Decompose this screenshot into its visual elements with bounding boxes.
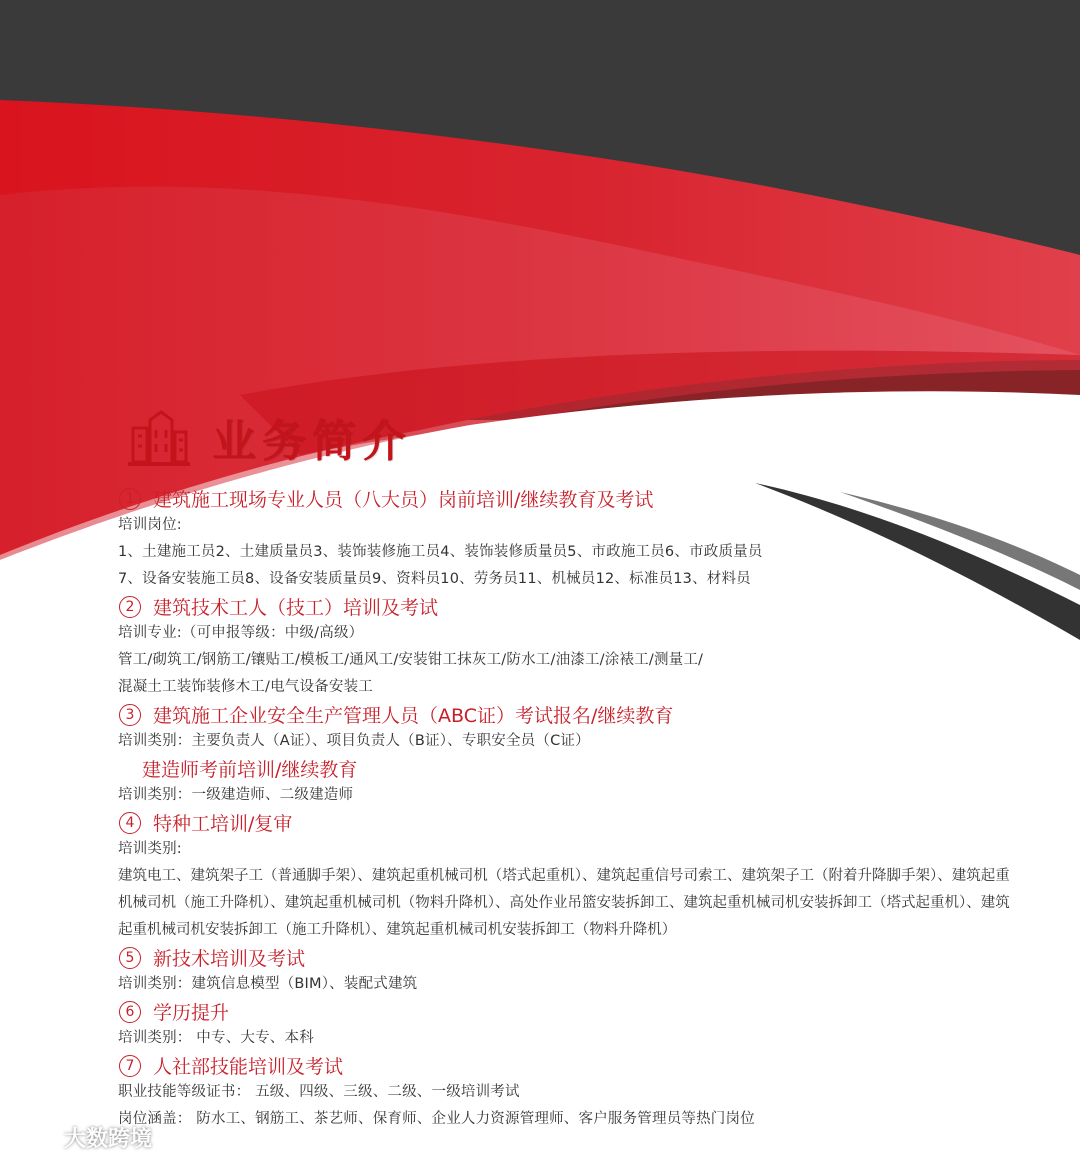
section-2 [118, 593, 1038, 701]
section-5 [118, 944, 1038, 998]
section-title: 学历提升 [153, 1002, 230, 1024]
section-title: 建筑施工企业安全生产管理人员（ABC证）考试报名/继续教育 [153, 705, 674, 727]
page-title: 业务简介 [212, 416, 412, 467]
section-heading [118, 701, 1038, 728]
section-line: 培训专业:（可申报等级：中级/高级） [118, 625, 364, 641]
section-number: 6 [119, 1001, 141, 1023]
section-title: 人社部技能培训及考试 [153, 1056, 344, 1078]
watermark [12, 1122, 152, 1153]
section-line: 岗位涵盖： 防水工、钢筋工、茶艺师、保育师、企业人力资源管理师、客户服务管理员等热门岗位 [118, 1111, 755, 1127]
section-paragraph: 建筑电工、建筑架子工（普通脚手架）、建筑起重机械司机（塔式起重机）、建筑起重信号司索工、建筑架子工（附着升降脚手架）、建筑起重机械司机（施工升降机）、建筑起重机械司机（物料升降机）、高处作业吊篮安装拆卸工、建筑起重机械司机安装拆卸工（塔式起重机）、建筑起重机械司机安装拆卸工（施工升降机）、建筑起重机械司机安装拆卸工（物料升降机） [118, 868, 1010, 938]
section-number: 1 [119, 488, 141, 510]
section-title: 新技术培训及考试 [153, 948, 306, 970]
section-number: 7 [119, 1055, 141, 1077]
section-line: 培训类别：主要负责人（A证）、项目负责人（B证）、专职安全员（C证） [118, 733, 590, 749]
section-title: 建造师考前培训/继续教育 [142, 759, 358, 781]
section-line: 7、设备安装施工员8、设备安装质量员9、资料员10、劳务员11、机械员12、标准员13、材料员 [118, 571, 751, 587]
section-6 [118, 998, 1038, 1052]
section-heading [118, 998, 1038, 1025]
section-line: 培训类别：一级建造师、二级建造师 [118, 787, 354, 803]
section-number: 3 [119, 704, 141, 726]
section-heading [118, 944, 1038, 971]
section-line: 培训类别：建筑信息模型（BIM）、装配式建筑 [118, 976, 418, 992]
section-heading [118, 809, 1038, 836]
section-constructor [118, 755, 1038, 809]
section-heading [118, 485, 1038, 512]
watermark-text: 大数跨境 [64, 1127, 153, 1152]
title-block [128, 405, 412, 469]
section-line: 混凝土工装饰装修木工/电气设备安装工 [118, 679, 373, 695]
section-7 [118, 1052, 1038, 1133]
section-heading [118, 755, 1038, 782]
section-title: 特种工培训/复审 [153, 813, 293, 835]
section-line: 培训类别: [118, 841, 182, 857]
section-number: 2 [119, 596, 141, 618]
section-line: 管工/砌筑工/钢筋工/镶贴工/模板工/通风工/安装钳工抹灰工/防水工/油漆工/涂裱工/测量工/ [118, 652, 704, 668]
section-title: 建筑施工现场专业人员（八大员）岗前培训/继续教育及考试 [153, 489, 654, 511]
section-4 [118, 809, 1038, 944]
building-icon [128, 408, 190, 466]
section-title: 建筑技术工人（技工）培训及考试 [153, 597, 439, 619]
section-line: 职业技能等级证书： 五级、四级、三级、二级、一级培训考试 [118, 1084, 520, 1100]
business-intro-content [118, 485, 1038, 1133]
section-line: 培训岗位: [118, 517, 182, 533]
section-number: 5 [119, 947, 141, 969]
section-heading [118, 593, 1038, 620]
section-line: 培训类别： 中专、大专、本科 [118, 1030, 314, 1046]
section-line: 1、土建施工员2、土建质量员3、装饰装修施工员4、装饰装修质量员5、市政施工员6、市政质量员 [118, 544, 763, 560]
section-heading [118, 1052, 1038, 1079]
section-3 [118, 701, 1038, 755]
logo-icon [12, 1127, 58, 1149]
section-number: 4 [119, 812, 141, 834]
section-1 [118, 485, 1038, 593]
